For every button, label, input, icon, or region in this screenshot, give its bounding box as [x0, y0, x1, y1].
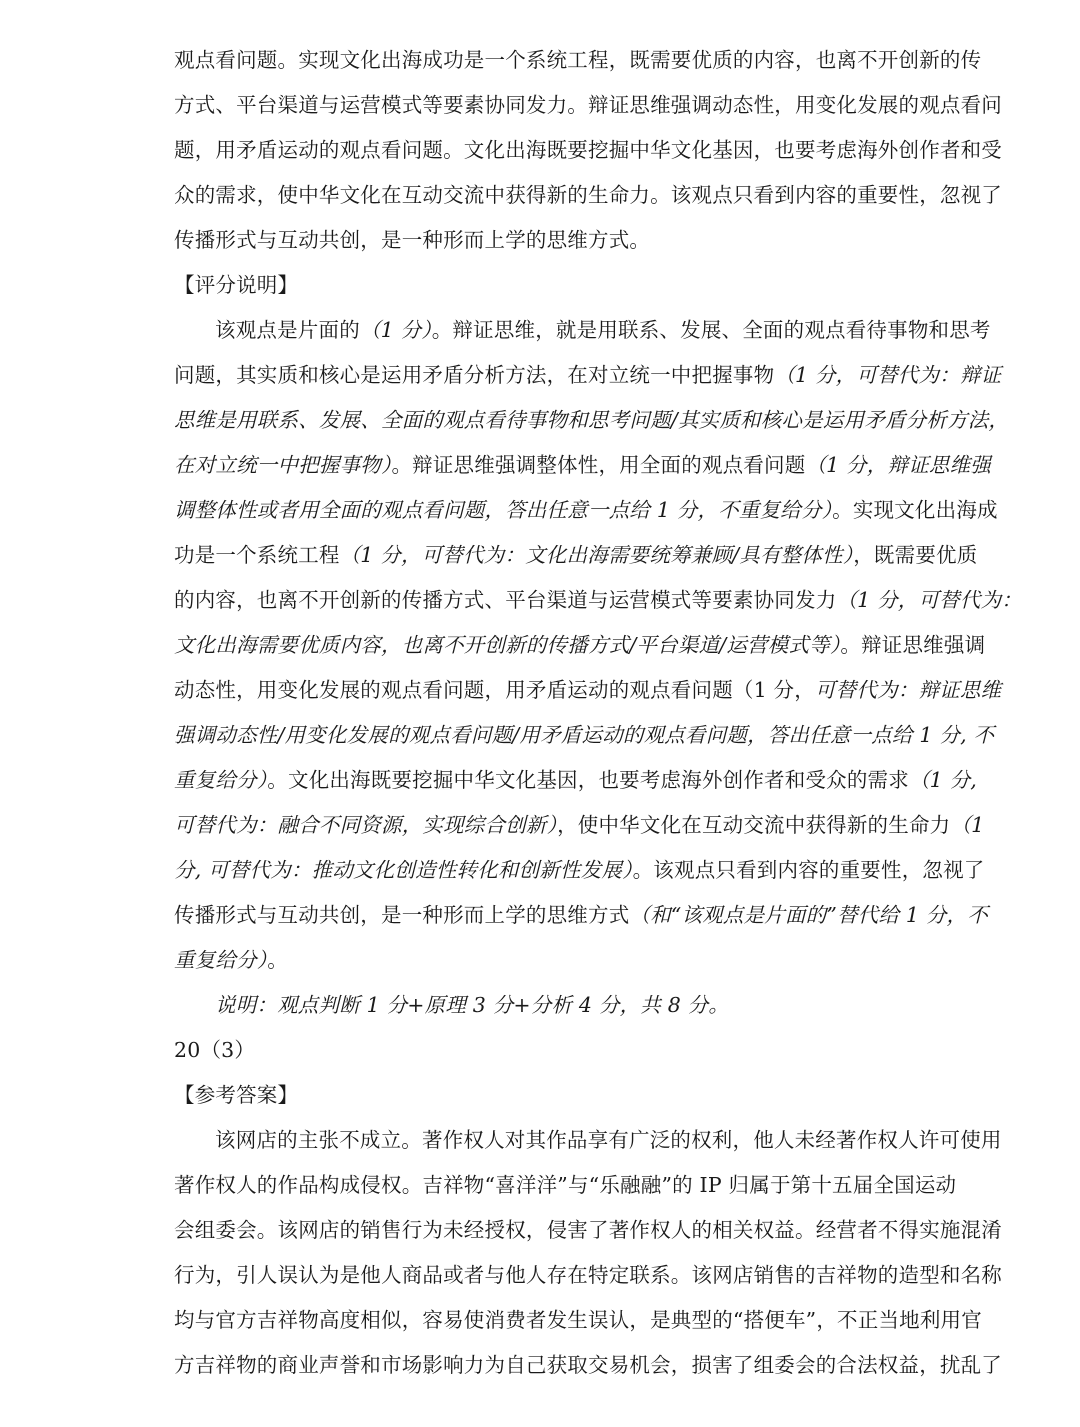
scoring-line: 文化出海需要优质内容，也离不开创新的传播方式/平台渠道/运营模式等）。辩证思维强调 [174, 633, 986, 657]
scoring-heading: 【评分说明】 [174, 273, 299, 297]
answer-line: 该网店的主张不成立。著作权人对其作品享有广泛的权利，他人未经著作权人许可使用 [215, 1128, 1002, 1152]
scoring-line: 动态性，用变化发展的观点看问题，用矛盾运动的观点看问题（1 分，可替代为：辩证思维 [174, 678, 1002, 702]
paragraph-line: 题，用矛盾运动的观点看问题。文化出海既要挖掘中华文化基因，也要考虑海外创作者和受 [174, 138, 1002, 162]
scoring-line: 调整体性或者用全面的观点看问题，答出任意一点给 1 分，不重复给分）。实现文化出海成 [174, 498, 998, 522]
scoring-line: 可替代为：融合不同资源，实现综合创新），使中华文化在互动交流中获得新的生命力（1 [174, 813, 985, 837]
scoring-line: 分, 可替代为：推动文化创造性转化和创新性发展）。该观点只看到内容的重要性，忽视了 [174, 858, 985, 882]
scoring-line: 在对立统一中把握事物）。辩证思维强调整体性，用全面的观点看问题（1 分，辩证思维强 [174, 453, 992, 477]
scoring-line: 传播形式与互动共创，是一种形而上学的思维方式（和“该观点是片面的”替代给 1 分，不 [174, 903, 988, 927]
answer-heading: 【参考答案】 [174, 1083, 299, 1107]
scoring-line: 思维是用联系、发展、全面的观点看待事物和思考问题/其实质和核心是运用矛盾分析方法， [174, 408, 1010, 432]
paragraph-line: 方式、平台渠道与运营模式等要素协同发力。辩证思维强调动态性，用变化发展的观点看问 [174, 93, 1002, 117]
scoring-line: 强调动态性/用变化发展的观点看问题/用矛盾运动的观点看问题，答出任意一点给 1 分, 不 [174, 723, 995, 747]
answer-line: 行为，引人误认为是他人商品或者与他人存在特定联系。该网店销售的吉祥物的造型和名称 [174, 1263, 1002, 1287]
paragraph-line: 众的需求，使中华文化在互动交流中获得新的生命力。该观点只看到内容的重要性，忽视了 [174, 183, 1002, 207]
answer-line: 著作权人的作品构成侵权。吉祥物“喜洋洋”与“乐融融”的 IP 归属于第十五届全国运动 [174, 1173, 957, 1197]
question-number: 20（3） [174, 1038, 256, 1062]
answer-line: 会组委会。该网店的销售行为未经授权，侵害了著作权人的相关权益。经营者不得实施混淆 [174, 1218, 1002, 1242]
paragraph-line: 传播形式与互动共创，是一种形而上学的思维方式。 [174, 228, 651, 252]
answer-line: 均与官方吉祥物高度相似，容易使消费者发生误认，是典型的“搭便车”，不正当地利用官 [174, 1308, 982, 1332]
scoring-line: 该观点是片面的（1 分）。辩证思维，就是用联系、发展、全面的观点看待事物和思考 [215, 318, 991, 342]
scoring-line: 问题，其实质和核心是运用矛盾分析方法，在对立统一中把握事物（1 分，可替代为：辩证 [174, 363, 1002, 387]
scoring-line: 重复给分）。文化出海既要挖掘中华文化基因，也要考虑海外创作者和受众的需求（1 分, [174, 768, 978, 792]
scoring-note: 说明：观点判断 1 分+原理 3 分+分析 4 分，共 8 分。 [215, 993, 730, 1017]
scoring-line: 重复给分）。 [174, 948, 288, 972]
paragraph-line: 观点看问题。实现文化出海成功是一个系统工程，既需要优质的内容，也离不开创新的传 [174, 48, 982, 72]
scoring-line: 功是一个系统工程（1 分，可替代为：文化出海需要统筹兼顾/具有整体性），既需要优质 [174, 543, 978, 567]
answer-line: 方吉祥物的商业声誉和市场影响力为自己获取交易机会，损害了组委会的合法权益，扰乱了 [174, 1353, 1002, 1377]
scoring-line: 的内容，也离不开创新的传播方式、平台渠道与运营模式等要素协同发力（1 分，可替代为： [174, 588, 1022, 612]
document-page [174, 38, 1022, 1388]
